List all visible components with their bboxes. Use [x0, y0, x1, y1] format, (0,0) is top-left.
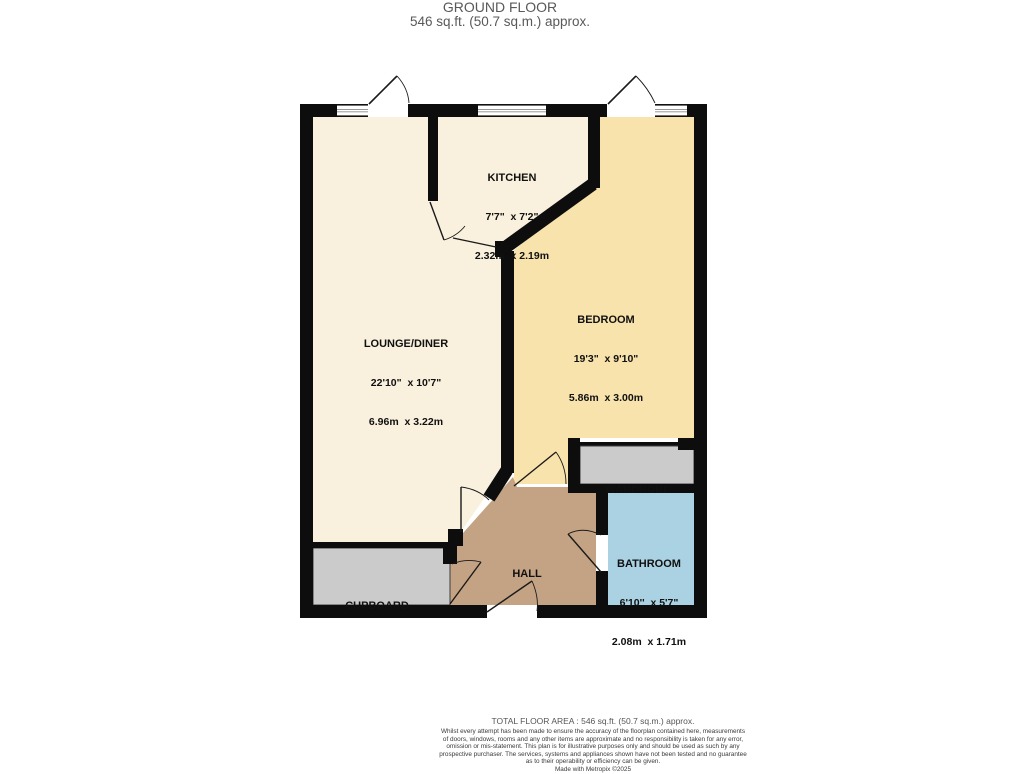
- wall-top-4: [687, 104, 707, 117]
- disclaimer-line: of doors, windows, rooms and any other items are approximate and no responsibility is taken for any error,: [442, 735, 744, 743]
- room-dims-imperial: 6'10'' x 5'7": [619, 597, 679, 609]
- wall-top-2: [408, 104, 478, 117]
- room-name: BEDROOM: [577, 314, 635, 326]
- wall-wardrobe-left: [568, 438, 580, 491]
- door-icon-top-right: [608, 76, 655, 104]
- room-name: WARDROBE: [605, 484, 671, 496]
- wall-top-1: [300, 104, 337, 117]
- wall-top-3: [546, 104, 607, 117]
- floor-name: GROUND FLOOR: [442, 0, 558, 15]
- room-name: LOUNGE/DINER: [363, 338, 449, 350]
- wall-wardrobe-top-right: [678, 438, 707, 450]
- footer: [413, 716, 773, 774]
- disclaimer-line: omission or mis-statement. This plan is for illustrative purposes only and should be used as such by any: [446, 743, 740, 751]
- room-dims-metric: 5.86m x 3.00m: [568, 392, 644, 404]
- room-dims-metric: 6.96m x 3.22m: [368, 416, 444, 428]
- wall-right: [694, 104, 707, 618]
- room-dims-imperial: 19'3" x 9'10": [573, 353, 639, 365]
- disclaimer-line: prospective purchaser. The services, systems and appliances shown have not been tested and no guarantee: [439, 750, 747, 758]
- total-floor-area: TOTAL FLOOR AREA : 546 sq.ft. (50.7 sq.m.) approx.: [491, 716, 695, 726]
- door-icon-top-left: [369, 76, 409, 104]
- label-cupboard: [345, 574, 409, 639]
- room-name: CUPBOARD: [345, 600, 409, 612]
- disclaimer-line: Whilst every attempt has been made to ensure the accuracy of the floorplan contained here, measurements: [440, 728, 746, 735]
- wall-kitchen-left: [428, 117, 438, 201]
- window-icon: [478, 104, 546, 117]
- room-name: HALL: [512, 568, 542, 580]
- room-dims-metric: 2.32m x 2.19m: [474, 250, 550, 262]
- windows: [337, 104, 687, 117]
- metropix-credit: Made with Metropix ©2025: [554, 765, 632, 773]
- disclaimer-line: as to their operability or efficiency can be given.: [525, 758, 661, 766]
- room-dims-metric: 2.08m x 1.71m: [611, 636, 687, 648]
- wardrobe-opening-line: [580, 442, 678, 446]
- window-icon: [655, 104, 687, 117]
- room-name: BATHROOM: [617, 558, 681, 570]
- window-icon: [337, 104, 368, 117]
- label-bathroom: [612, 532, 686, 675]
- floor-area: 546 sq.ft. (50.7 sq.m.) approx.: [409, 14, 591, 29]
- wall-kitchen-right: [588, 117, 600, 188]
- wall-left: [300, 104, 313, 618]
- wall-bathroom-left-lower: [596, 571, 608, 605]
- room-dims-imperial: 22'10" x 10'7": [370, 377, 442, 389]
- label-wardrobe: [605, 458, 670, 523]
- label-hall: [512, 542, 541, 607]
- label-lounge: [364, 312, 448, 455]
- room-dims-imperial: 7'7" x 7'2": [485, 211, 539, 223]
- label-kitchen: [475, 146, 549, 289]
- label-bedroom: [569, 288, 643, 431]
- wall-cupboard-top: [300, 542, 457, 548]
- room-name: KITCHEN: [487, 172, 537, 184]
- wall-lounge-corner-b: [443, 546, 457, 564]
